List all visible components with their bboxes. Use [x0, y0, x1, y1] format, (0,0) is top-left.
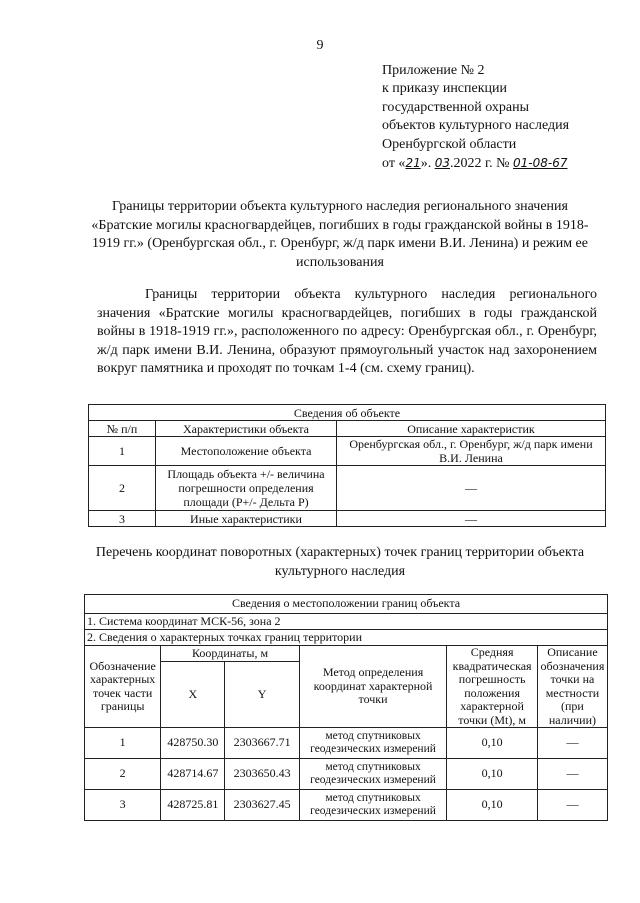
appendix-line-4: объектов культурного наследия: [382, 118, 570, 134]
description-value: —: [537, 728, 607, 759]
point-id: 1: [85, 728, 161, 759]
table-cell: 3: [89, 511, 156, 527]
appendix-line-2: к приказу инспекции: [382, 81, 508, 97]
header-point-description: Описание обозначения точки на местности (при наличии): [537, 646, 607, 728]
appendix-block: [382, 62, 569, 173]
date-mid: ».: [420, 156, 435, 172]
x-value: 428750.30: [161, 728, 225, 759]
boundary-paragraph: Границы территории объекта культурного наследия регионального значения «Братские могилы красногвардейцев, погибших в годы гражданской войны в 1918-1919 гг.», расположенного по адресу: Оренбургская обл., г. Оренбург, ж/д парк имени В.И. Ленина, образуют прямоугольный участок над захоронением вокруг памятника и проходят по точкам 1-4 (см. схему границ).: [97, 287, 597, 377]
header-method: Метод определения координат характерной точки: [299, 646, 447, 728]
y-value: 2303627.45: [225, 790, 299, 821]
y-value: 2303667.71: [225, 728, 299, 759]
table-cell: Площадь объекта +/- величина погрешности определения площади (Р+/- Дельта Р): [156, 466, 337, 511]
description-value: —: [537, 790, 607, 821]
table-row: [85, 728, 608, 759]
table-row: [89, 437, 606, 466]
date-month: 03: [434, 156, 450, 171]
date-day: 21: [405, 156, 421, 171]
table-cell: Местоположение объекта: [156, 437, 337, 466]
table-cell: Иные характеристики: [156, 511, 337, 527]
appendix-line-3: государственной охраны: [382, 99, 530, 115]
x-value: 428725.81: [161, 790, 225, 821]
appendix-line-1: Приложение № 2: [382, 63, 485, 78]
date-prefix: от «: [382, 156, 406, 172]
table-cell: 2: [89, 466, 156, 511]
table-row: [85, 759, 608, 790]
table-cell: —: [337, 511, 606, 527]
coordinates-caption: Сведения о местоположении границ объекта: [85, 595, 608, 614]
table-row: [85, 790, 608, 821]
method-value: метод спутниковых геодезических измерений: [299, 728, 447, 759]
page-number: 9: [316, 38, 324, 53]
description-value: —: [537, 759, 607, 790]
table-cell: Оренбургская обл., г. Оренбург, ж/д парк имени В.И. Ленина: [337, 437, 606, 466]
table-cell: —: [337, 466, 606, 511]
date-year: .2022 г. №: [450, 156, 514, 172]
x-value: 428714.67: [161, 759, 225, 790]
error-value: 0,10: [447, 790, 538, 821]
header-number: № п/п: [89, 421, 156, 437]
appendix-date-line: [382, 154, 569, 173]
table-cell: 1: [89, 437, 156, 466]
method-value: метод спутниковых геодезических измерений: [299, 759, 447, 790]
header-error: Средняя квадратическая погрешность положения характерной точки (Mt), м: [447, 646, 538, 728]
error-value: 0,10: [447, 759, 538, 790]
header-y: Y: [225, 662, 299, 728]
header-coordinates: Координаты, м: [161, 646, 299, 662]
y-value: 2303650.43: [225, 759, 299, 790]
table-row: [89, 511, 606, 527]
header-x: X: [161, 662, 225, 728]
object-info-table: [88, 404, 606, 527]
header-designation: Обозначение характерных точек части границы: [85, 646, 161, 728]
appendix-line-5: Оренбургской области: [382, 136, 517, 152]
document-title: Границы территории объекта культурного наследия регионального значения «Братские могилы красногвардейцев, погибших в годы гражданской войны в 1918-1919 гг.» (Оренбургская обл., г. Оренбург, ж/д парк имени В.И. Ленина) и режим ее использования: [91, 199, 589, 270]
method-value: метод спутниковых геодезических измерений: [299, 790, 447, 821]
point-id: 2: [85, 759, 161, 790]
object-info-caption: Сведения об объекте: [89, 405, 606, 421]
header-characteristics: Характеристики объекта: [156, 421, 337, 437]
characteristic-points-row: 2. Сведения о характерных точках границ территории: [85, 630, 608, 646]
header-description: Описание характеристик: [337, 421, 606, 437]
coordinates-title: Перечень координат поворотных (характерных) точек границ территории объекта культурного наследия: [95, 545, 585, 579]
order-number: 01-08-67: [513, 156, 568, 171]
point-id: 3: [85, 790, 161, 821]
error-value: 0,10: [447, 728, 538, 759]
coordinate-system-row: 1. Система координат МСК-56, зона 2: [85, 614, 608, 630]
table-row: [89, 466, 606, 511]
coordinates-table: [84, 594, 608, 821]
